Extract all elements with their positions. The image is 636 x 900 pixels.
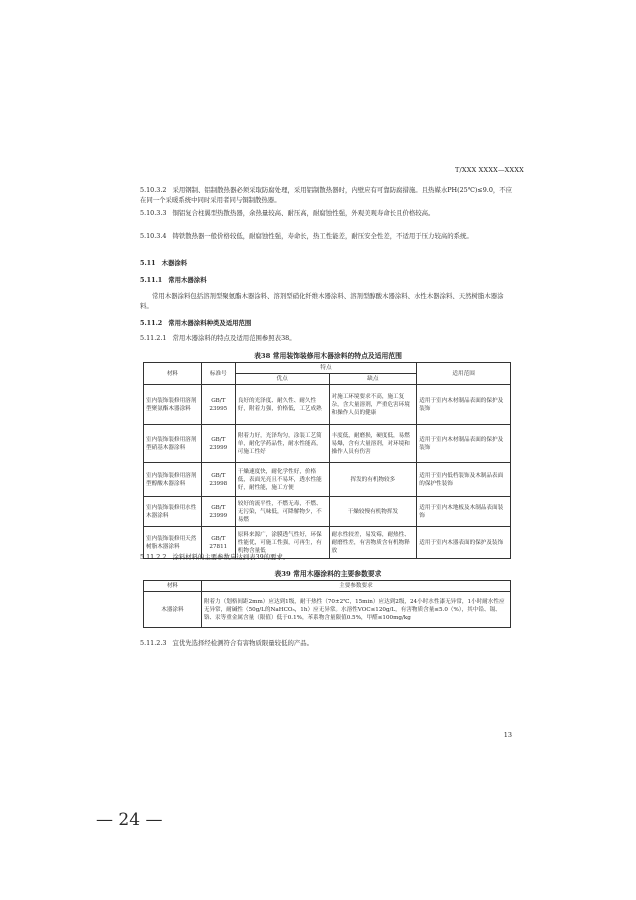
scope-cell: 适用于室内木地板及木制品表面装饰	[417, 497, 511, 527]
material-cell: 室内装饰装修用溶剂型醇酸木器涂料	[144, 463, 202, 497]
paragraph-5-11-2-2	[140, 552, 516, 562]
header-material: 材料	[144, 581, 202, 592]
params-cell: 附着力（划格间距2mm）应达到1级，耐干热性（70±2℃，15min）应达到2级，24小时水性漆无异常，1小时耐水性应无异常，耐碱性（50g/L的NaHCO₃，1h）应无异常。水溶性VOC≤120g/L，有害物质含量≤5.0（%），其中铅、镉、铬、汞等重金属含量（限值）低于0.1%，苯系物含量限值0.5%，甲醛≤100mg/kg	[201, 592, 510, 628]
standard-number: 27811	[209, 543, 228, 550]
standard-prefix: GB/T	[211, 504, 226, 511]
section-number: 5.11	[140, 259, 156, 267]
clause-text: 铸铁散热器一般价格较低，耐腐蚀性强，寿命长，热工性能差，耐压安全性差，不适用于压力较高的系统。	[172, 232, 473, 240]
advantages-cell: 干燥速度快，耐化学性好，价格低，表面光亮且不易坏，透水性能好，耐性能，施工方便	[235, 463, 329, 497]
scope-cell: 适用于室内木材制品表面的保护及装饰	[417, 385, 511, 425]
clause-text: 涂料材料的主要参数应达到表39的要求。	[172, 553, 290, 561]
footer-page-number: — 24 —	[96, 810, 163, 830]
standard-number: 23995	[209, 405, 228, 412]
disadvantages-cell: 挥发的有机物较多	[329, 463, 417, 497]
material-cell: 木器涂料	[144, 592, 202, 628]
section-title: 常用木器涂料	[168, 276, 207, 284]
page-number: 13	[503, 731, 512, 739]
header-params: 主要参数要求	[201, 581, 510, 592]
standard-cell	[201, 497, 235, 527]
standard-prefix: GB/T	[211, 436, 226, 443]
header-standard: 标准号	[201, 363, 235, 385]
header-scope: 适用范围	[417, 363, 511, 385]
disadvantages-cell: 耐水性较差，易发霉，耐热性、耐磨性差，有害物质含有机物释放	[329, 527, 417, 559]
scope-cell: 适用于室内木器表面的保护及装饰	[417, 527, 511, 559]
section-heading-5-11	[140, 258, 516, 268]
header-advantages: 优点	[235, 374, 329, 385]
paragraph-5-11-2-1	[140, 333, 516, 343]
standard-number: 23999	[209, 444, 228, 451]
disadvantages-cell: 干燥较慢有机物挥发	[329, 497, 417, 527]
standard-number: 23998	[209, 480, 228, 487]
paragraph-5-10-3-3	[140, 208, 516, 218]
standard-prefix: GB/T	[211, 397, 226, 404]
clause-number: 5.11.2.3	[140, 639, 167, 647]
clause-text: 采用钢制、铝制散热器必须采取防腐处理，采用铝制散热器时，内壁应有可靠防腐措施。且热媒水PH(25℃)≤9.0，不应在同一个采暖系统中同时采用者同与铜制散热器。	[140, 186, 513, 204]
table-row	[144, 385, 511, 425]
advantages-cell: 附着力好，光泽均匀，涂装工艺简单，耐化学药品性，耐水性能高，可施工性好	[235, 425, 329, 463]
table-row	[144, 592, 511, 628]
section-heading-5-11-1	[140, 275, 516, 285]
paragraph-5-10-3-2	[140, 185, 516, 205]
clause-number: 5.10.3.4	[140, 232, 167, 240]
standard-prefix: GB/T	[211, 535, 226, 542]
clause-text: 宜优先选择经检测符合有害物质限量较低的产品。	[172, 639, 314, 647]
advantages-cell: 良好的光泽度、耐久性、耐久性好，附着力强，价格低，工艺成熟	[235, 385, 329, 425]
header-features: 特点	[235, 363, 416, 374]
table-row	[144, 425, 511, 463]
standard-number: 23999	[209, 512, 228, 519]
advantages-cell: 较好的流平性，不燃无毒，不燃、无污染，气味低，可降解物少，不易燃	[235, 497, 329, 527]
section-title: 常用木器涂料种类及适用范围	[168, 319, 252, 327]
section-title: 木器涂料	[161, 259, 188, 267]
advantages-cell: 原料来源广，涂膜透气性好，环保性能优，可施工性强，可再生，有机物含量低	[235, 527, 329, 559]
standard-cell	[201, 425, 235, 463]
paragraph-5-11-1: 常用木器涂料包括溶剂型聚氨酯木器涂料、溶剂型硝化纤维木器涂料、溶剂型醇酸木器涂料、水性木器涂料、天然树脂木器涂料。	[140, 292, 504, 310]
scope-cell: 适用于室内木材制品表面的保护及装饰	[417, 425, 511, 463]
material-cell: 室内装饰装修用溶剂型聚氨酯木器涂料	[144, 385, 202, 425]
table-row	[144, 463, 511, 497]
clause-number: 5.11.2.2	[140, 553, 167, 561]
clause-text: 铜铝复合柱翼型热散热器，余热量较高、耐压高，耐腐蚀性强，外观美观寿命长且价格较高。	[172, 209, 435, 217]
table-38	[143, 362, 511, 559]
header-disadvantages: 缺点	[329, 374, 417, 385]
section-number: 5.11.2	[140, 319, 163, 327]
document-code: T/XXX XXXX—XXXX	[455, 166, 524, 174]
clause-number: 5.11.2.1	[140, 334, 167, 342]
table-38-caption: 表38 常用装饰装修用木器涂料的特点及适用范围	[254, 352, 402, 360]
paragraph-5-11-2-3	[140, 638, 516, 648]
clause-number: 5.10.3.3	[140, 209, 167, 217]
clause-text: 常用木器涂料的特点及适用范围参照表38。	[172, 334, 296, 342]
table-39-caption: 表39 常用木器涂料的主要参数要求	[274, 570, 382, 578]
disadvantages-cell: 对施工环境要求不高，施工复杂，含大量溶剂，严重危害环境和操作人员的健康	[329, 385, 417, 425]
section-heading-5-11-2	[140, 318, 516, 328]
standard-prefix: GB/T	[211, 472, 226, 479]
header-material: 材料	[144, 363, 202, 385]
material-cell: 室内装饰装修用天然树脂木器涂料	[144, 527, 202, 559]
table-39	[143, 580, 511, 628]
material-cell: 室内装饰装修用溶剂型硝基木器涂料	[144, 425, 202, 463]
standard-cell	[201, 385, 235, 425]
clause-number: 5.10.3.2	[140, 186, 167, 194]
standard-cell	[201, 463, 235, 497]
section-number: 5.11.1	[140, 276, 163, 284]
disadvantages-cell: 丰度低，耐磨损，硬度低，易燃易爆，含有大量溶剂，对环境和操作人员有伤害	[329, 425, 417, 463]
paragraph-5-10-3-4	[140, 231, 516, 241]
material-cell: 室内装饰装修用水性木器涂料	[144, 497, 202, 527]
scope-cell: 适用于室内低档装饰及木制品表面的保护性装饰	[417, 463, 511, 497]
table-row	[144, 497, 511, 527]
